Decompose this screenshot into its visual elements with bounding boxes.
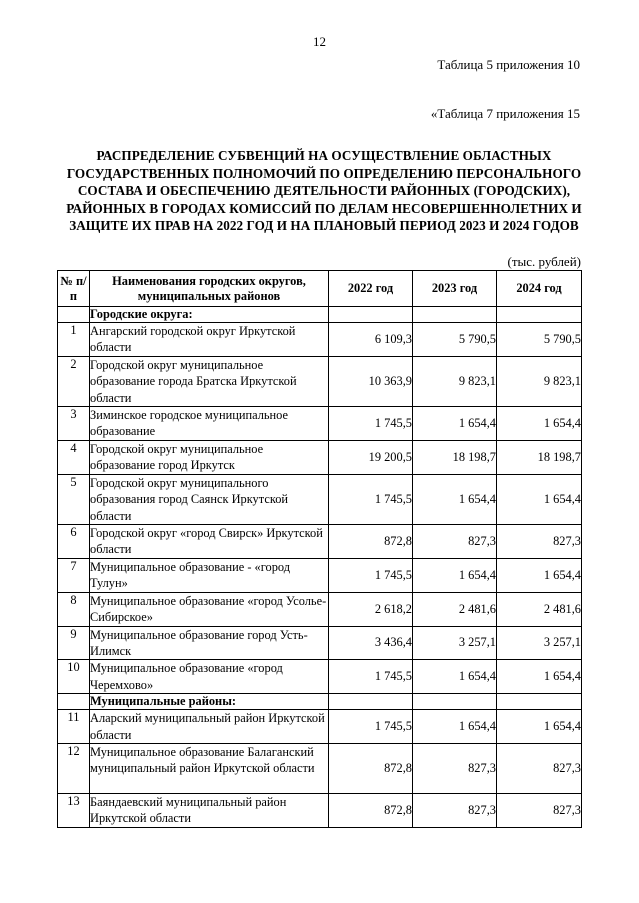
value-2023: 827,3 — [413, 743, 497, 793]
row-number: 5 — [58, 474, 90, 524]
row-number: 3 — [58, 407, 90, 441]
value-2022: 1 745,5 — [329, 710, 413, 744]
section-label: Городские округа: — [90, 307, 329, 323]
table-row — [58, 441, 582, 475]
value-2022: 3 436,4 — [329, 626, 413, 660]
value-2022: 19 200,5 — [329, 441, 413, 475]
table-row — [58, 710, 582, 744]
section-value-cell — [497, 694, 582, 710]
section-num-cell — [58, 694, 90, 710]
value-2023: 9 823,1 — [413, 356, 497, 406]
table-row — [58, 474, 582, 524]
table-row — [58, 626, 582, 660]
value-2022: 872,8 — [329, 793, 413, 827]
value-2022: 1 745,5 — [329, 558, 413, 592]
value-2024: 1 654,4 — [497, 660, 582, 694]
row-number: 13 — [58, 793, 90, 827]
value-2023: 18 198,7 — [413, 441, 497, 475]
value-2023: 827,3 — [413, 793, 497, 827]
value-2024: 827,3 — [497, 743, 582, 793]
table-row — [58, 743, 582, 793]
table-row — [58, 660, 582, 694]
district-name: Муниципальное образование Балаганский муниципальный район Иркутской области — [90, 743, 329, 793]
table-row — [58, 323, 582, 357]
document-title: РАСПРЕДЕЛЕНИЕ СУБВЕНЦИЙ НА ОСУЩЕСТВЛЕНИЕ ОБЛАСТНЫХ ГОСУДАРСТВЕННЫХ ПОЛНОМОЧИЙ ПО ОПРЕДЕЛЕНИЮ ПЕРСОНАЛЬНОГО СОСТАВА И ОБЕСПЕЧЕНИЮ ДЕЯТЕЛЬНОСТИ РАЙОННЫХ (ГОРОДСКИХ), РАЙОННЫХ В ГОРОДАХ КОМИССИЙ ПО ДЕЛАМ НЕСОВЕРШЕННОЛЕТНИХ И ЗАЩИТЕ ИХ ПРАВ НА 2022 ГОД И НА ПЛАНОВЫЙ ПЕРИОД 2023 И 2024 ГОДОВ — [66, 148, 582, 234]
table-row — [58, 356, 582, 406]
district-name: Городской округ муниципальное образование город Иркутск — [90, 441, 329, 475]
district-name: Ангарский городской округ Иркутской области — [90, 323, 329, 357]
row-number: 12 — [58, 743, 90, 793]
header-num: № п/п — [58, 271, 90, 307]
value-2022: 1 745,5 — [329, 660, 413, 694]
value-2022: 6 109,3 — [329, 323, 413, 357]
district-name: Муниципальное образование «город Черемхово» — [90, 660, 329, 694]
section-value-cell — [497, 307, 582, 323]
section-label: Муниципальные районы: — [90, 694, 329, 710]
table-reference-appendix-10: Таблица 5 приложения 10 — [437, 57, 580, 72]
value-2022: 1 745,5 — [329, 407, 413, 441]
value-2023: 1 654,4 — [413, 660, 497, 694]
value-2024: 5 790,5 — [497, 323, 582, 357]
value-2023: 1 654,4 — [413, 710, 497, 744]
value-2023: 1 654,4 — [413, 407, 497, 441]
units-label: (тыс. рублей) — [507, 254, 581, 269]
district-name: Зиминское городское муниципальное образование — [90, 407, 329, 441]
table-reference-appendix-15: «Таблица 7 приложения 15 — [430, 106, 580, 121]
row-number: 9 — [58, 626, 90, 660]
row-number: 6 — [58, 525, 90, 559]
section-value-cell — [329, 694, 413, 710]
value-2024: 2 481,6 — [497, 592, 582, 626]
table-row — [58, 592, 582, 626]
section-row-city-districts — [58, 307, 582, 323]
section-value-cell — [413, 694, 497, 710]
header-2022: 2022 год — [329, 271, 413, 307]
row-number: 10 — [58, 660, 90, 694]
row-number: 1 — [58, 323, 90, 357]
value-2024: 3 257,1 — [497, 626, 582, 660]
header-2023: 2023 год — [413, 271, 497, 307]
value-2022: 1 745,5 — [329, 474, 413, 524]
district-name: Муниципальное образование «город Усолье-Сибирское» — [90, 592, 329, 626]
value-2023: 1 654,4 — [413, 474, 497, 524]
value-2024: 18 198,7 — [497, 441, 582, 475]
value-2023: 3 257,1 — [413, 626, 497, 660]
row-number: 11 — [58, 710, 90, 744]
value-2022: 2 618,2 — [329, 592, 413, 626]
value-2023: 5 790,5 — [413, 323, 497, 357]
value-2022: 872,8 — [329, 525, 413, 559]
section-value-cell — [413, 307, 497, 323]
district-name: Баяндаевский муниципальный район Иркутской области — [90, 793, 329, 827]
value-2023: 827,3 — [413, 525, 497, 559]
row-number: 7 — [58, 558, 90, 592]
table-row — [58, 793, 582, 827]
value-2024: 1 654,4 — [497, 710, 582, 744]
value-2024: 9 823,1 — [497, 356, 582, 406]
section-row-municipal-districts — [58, 694, 582, 710]
value-2024: 1 654,4 — [497, 474, 582, 524]
value-2024: 1 654,4 — [497, 558, 582, 592]
header-2024: 2024 год — [497, 271, 582, 307]
row-number: 2 — [58, 356, 90, 406]
row-number: 8 — [58, 592, 90, 626]
value-2024: 827,3 — [497, 525, 582, 559]
table-row — [58, 407, 582, 441]
page-number: 12 — [313, 34, 326, 49]
district-name: Муниципальное образование - «город Тулун» — [90, 558, 329, 592]
table-row — [58, 558, 582, 592]
district-name: Городской округ «город Свирск» Иркутской области — [90, 525, 329, 559]
value-2022: 10 363,9 — [329, 356, 413, 406]
table-row — [58, 525, 582, 559]
subvention-table — [57, 270, 582, 828]
district-name: Муниципальное образование город Усть-Илимск — [90, 626, 329, 660]
value-2022: 872,8 — [329, 743, 413, 793]
section-value-cell — [329, 307, 413, 323]
header-name: Наименования городских округов, муниципальных районов — [90, 271, 329, 307]
value-2023: 2 481,6 — [413, 592, 497, 626]
value-2024: 1 654,4 — [497, 407, 582, 441]
table-header-row — [58, 271, 582, 307]
district-name: Городской округ муниципальное образование города Братска Иркутской области — [90, 356, 329, 406]
value-2024: 827,3 — [497, 793, 582, 827]
district-name: Аларский муниципальный район Иркутской области — [90, 710, 329, 744]
row-number: 4 — [58, 441, 90, 475]
value-2023: 1 654,4 — [413, 558, 497, 592]
district-name: Городской округ муниципального образования город Саянск Иркутской области — [90, 474, 329, 524]
section-num-cell — [58, 307, 90, 323]
